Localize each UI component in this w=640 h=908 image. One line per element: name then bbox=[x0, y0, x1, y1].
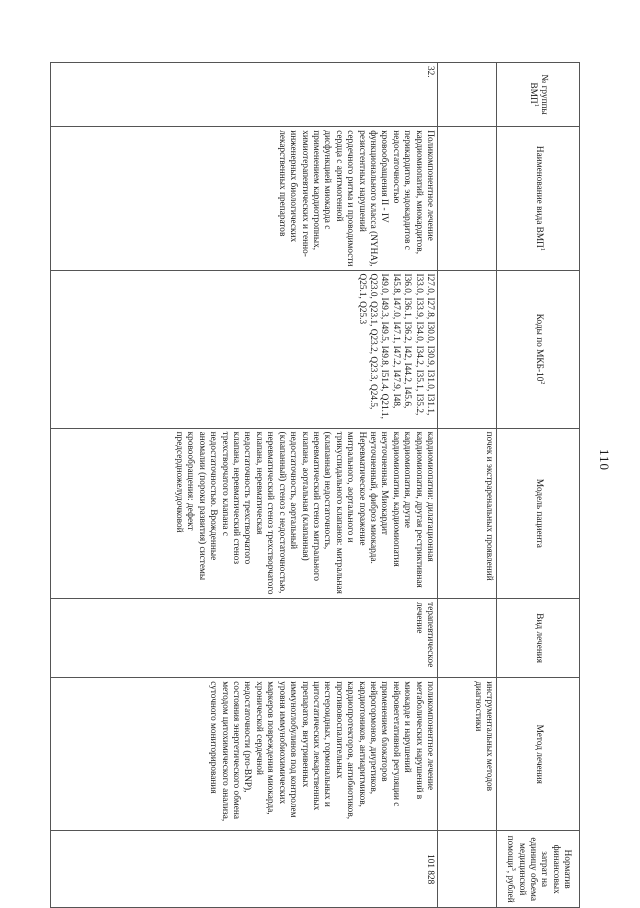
cell-financial-norm: 101 828 bbox=[51, 831, 438, 908]
cell-patient-model: кардиомиопатии: дилатационная кардиомиопатия, другая рестриктивная кардиомиопатия, другие кардиомиопатии, кардиомиопатия неуточненная. Миокардит неуточненный, фиброз миокарда. Неревматическое поражение митрального, аортального и трикуспидального клапанов: митральная (клапанная) недостаточность, неревматический стеноз митрального клапана, аортальная (клапанная) недостаточность, аортальный (клапанный) стеноз с недостаточностью, неревматический стеноз трехстворчатого клапана, неревматическая недостаточность трехстворчатого клапана, неревматический стеноз трехстворчатого клапана с недостаточностью. Врожденные аномалии (пороки развития) системы кровообращения: дефект предсердножелудочковой bbox=[51, 428, 438, 598]
cell-empty bbox=[438, 270, 497, 428]
vmp-table bbox=[50, 62, 580, 908]
page-number: 110 bbox=[597, 448, 612, 472]
cell-group-no: 32. bbox=[51, 63, 438, 127]
table-row-continuation bbox=[438, 63, 497, 908]
header-patient-model: Модель пациента bbox=[497, 428, 580, 598]
cell-vmp-name: Поликомпонентное лечение кардиомиопатий, миокардитов, перикардитов, эндокардитов с недостаточностью кровообращения II - IV функционального класса (NYHA), резистентных нарушений сердечного ритма и проводимости сердца с аритмогенной дисфункцией миокарда с применением кардиотропных, химиотерапевтических и генно-инженерных биологических лекарственных препаратов bbox=[51, 127, 438, 270]
header-treatment-type: Вид лечения bbox=[497, 599, 580, 678]
header-vmp-name: Наименование вида ВМП$^1$ bbox=[497, 127, 580, 270]
cell-treatment-type: терапевтическое лечение bbox=[51, 599, 438, 678]
table-row bbox=[51, 63, 438, 908]
cell-icd-codes: I27.0, I27.8, I30.0, I30.9, I31.0, I31.1, I33.0, I33.9, I34.0, I34.2, I35.1, I35.2, I36.0, I36.1, I36.2, I42, I44.2, I45.6, I45.8, I47.0, I47.1, I47.2, I47.9, I48, I49.0, I49.3, I49.5, I49.8, I51.4, Q21.1, Q23.0, Q23.1, Q23.2, Q23.3, Q24.5, Q25.1, Q25.3 bbox=[51, 270, 438, 428]
cell-empty bbox=[438, 599, 497, 678]
cell-empty bbox=[438, 63, 497, 127]
cell-empty bbox=[438, 127, 497, 270]
header-icd-codes: Коды по МКБ-$10^2$ bbox=[497, 270, 580, 428]
table-header-row bbox=[497, 63, 580, 908]
cell-treatment-method-cont: инструментальных методов диагностики bbox=[438, 678, 497, 831]
header-group-no: № группы ВМП$^1$ bbox=[497, 63, 580, 127]
landscape-sheet bbox=[58, 62, 580, 908]
header-financial-norm: Норматив финансовых затрат на единицу объема медицинской помощи$^3$, рублей bbox=[497, 831, 580, 908]
cell-treatment-method: поликомпонентное лечение метаболических нарушений в миокарде и нарушений нейровегетативной регуляции с применением блокаторов нейрогормонов, диуретиков, кардиотоников, антиаритмиков, кардиопротекторов, антибиотиков, противовоспалительных нестероидных, гормональных и цитостатических лекарственных препаратов, внутривенных иммуноглобулинов под контролем уровня иммунобиохимических маркеров повреждения миокарда, хронической сердечной недостаточности (pro-BNP), состояния энергетического обмена методом цитохимического анализа, суточного мониторирования bbox=[51, 678, 438, 831]
cell-empty bbox=[438, 831, 497, 908]
cell-patient-model-cont: почек и экстраренальных проявлений bbox=[438, 428, 497, 598]
header-treatment-method: Метод лечения bbox=[497, 678, 580, 831]
